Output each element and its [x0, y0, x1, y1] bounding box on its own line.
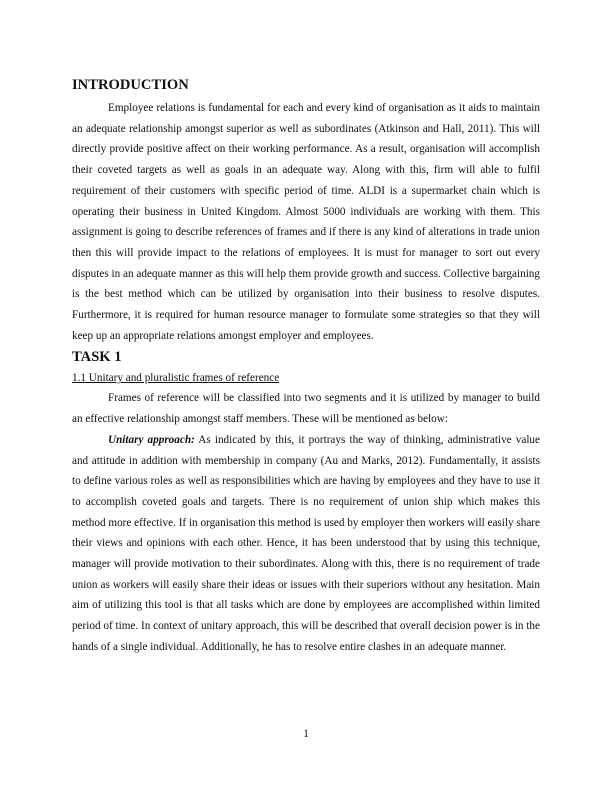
- frames-of-reference-paragraph: Frames of reference will be classified into two segments and it is utilized by manager to build an effective relationship amongst staff members. These will be mentioned as below:: [72, 392, 540, 426]
- page-number: 1: [303, 728, 309, 740]
- unitary-approach-text: As indicated by this, it portrays the way of thinking, administrative value and attitude in addition with membership in company (Au and Marks, 2012). Fundamentally, it assists to define various roles as well as responsibilities which are having by employees and they have to use it to accomplish coveted goals and targets. There is no requirement of union ship which makes this method more effective. If in organisation this method is used by employer then workers will easily share their views and opinions with each other. Hence, it has been understood that by using this technique, manager will provide motivation to their subordinates. Along with this, there is no requirement of trade union as workers will easily share their ideas or issues with their superiors without any hesitation. Main aim of utilizing this tool is that all tasks which are done by employees are accomplished within limited period of time. In context of unitary approach, this will be described that overall decision power is in the hands of a single individual. Additionally, he has to resolve entire clashes in an adequate manner.: [72, 433, 540, 653]
- task-1-heading: TASK 1: [72, 349, 122, 366]
- unitary-approach-paragraph: [72, 430, 540, 658]
- section-1-1-subheading: 1.1 Unitary and pluralistic frames of reference: [72, 372, 280, 385]
- unitary-approach-label: Unitary approach:: [108, 433, 195, 446]
- introduction-paragraph: Employee relations is fundamental for each and every kind of organisation as it aids to maintain an adequate relationship amongst superior as well as subordinates (Atkinson and Hall, 2011). This will directly provide positive affect on their working performance. As a result, organisation will accomplish their coveted targets as well as goals in an adequate way. Along with this, firm will able to fulfil requirement of their customers with specific period of time. ALDI is a supermarket chain which is operating their business in United Kingdom. Almost 5000 individuals are working with them. This assignment is going to describe references of frames and if there is any kind of alterations in trade union then this will provide impact to the relations of employees. It is must for manager to sort out every disputes in an adequate manner as this will help them provide growth and success. Collective bargaining is the best method which can be utilized by organisation into their business to resolve disputes. Furthermore, it is required for human resource manager to formulate some strategies so that they will keep up an appropriate relations amongst employer and employees.: [72, 102, 540, 342]
- introduction-heading: INTRODUCTION: [72, 77, 189, 93]
- document-page: [72, 76, 540, 658]
